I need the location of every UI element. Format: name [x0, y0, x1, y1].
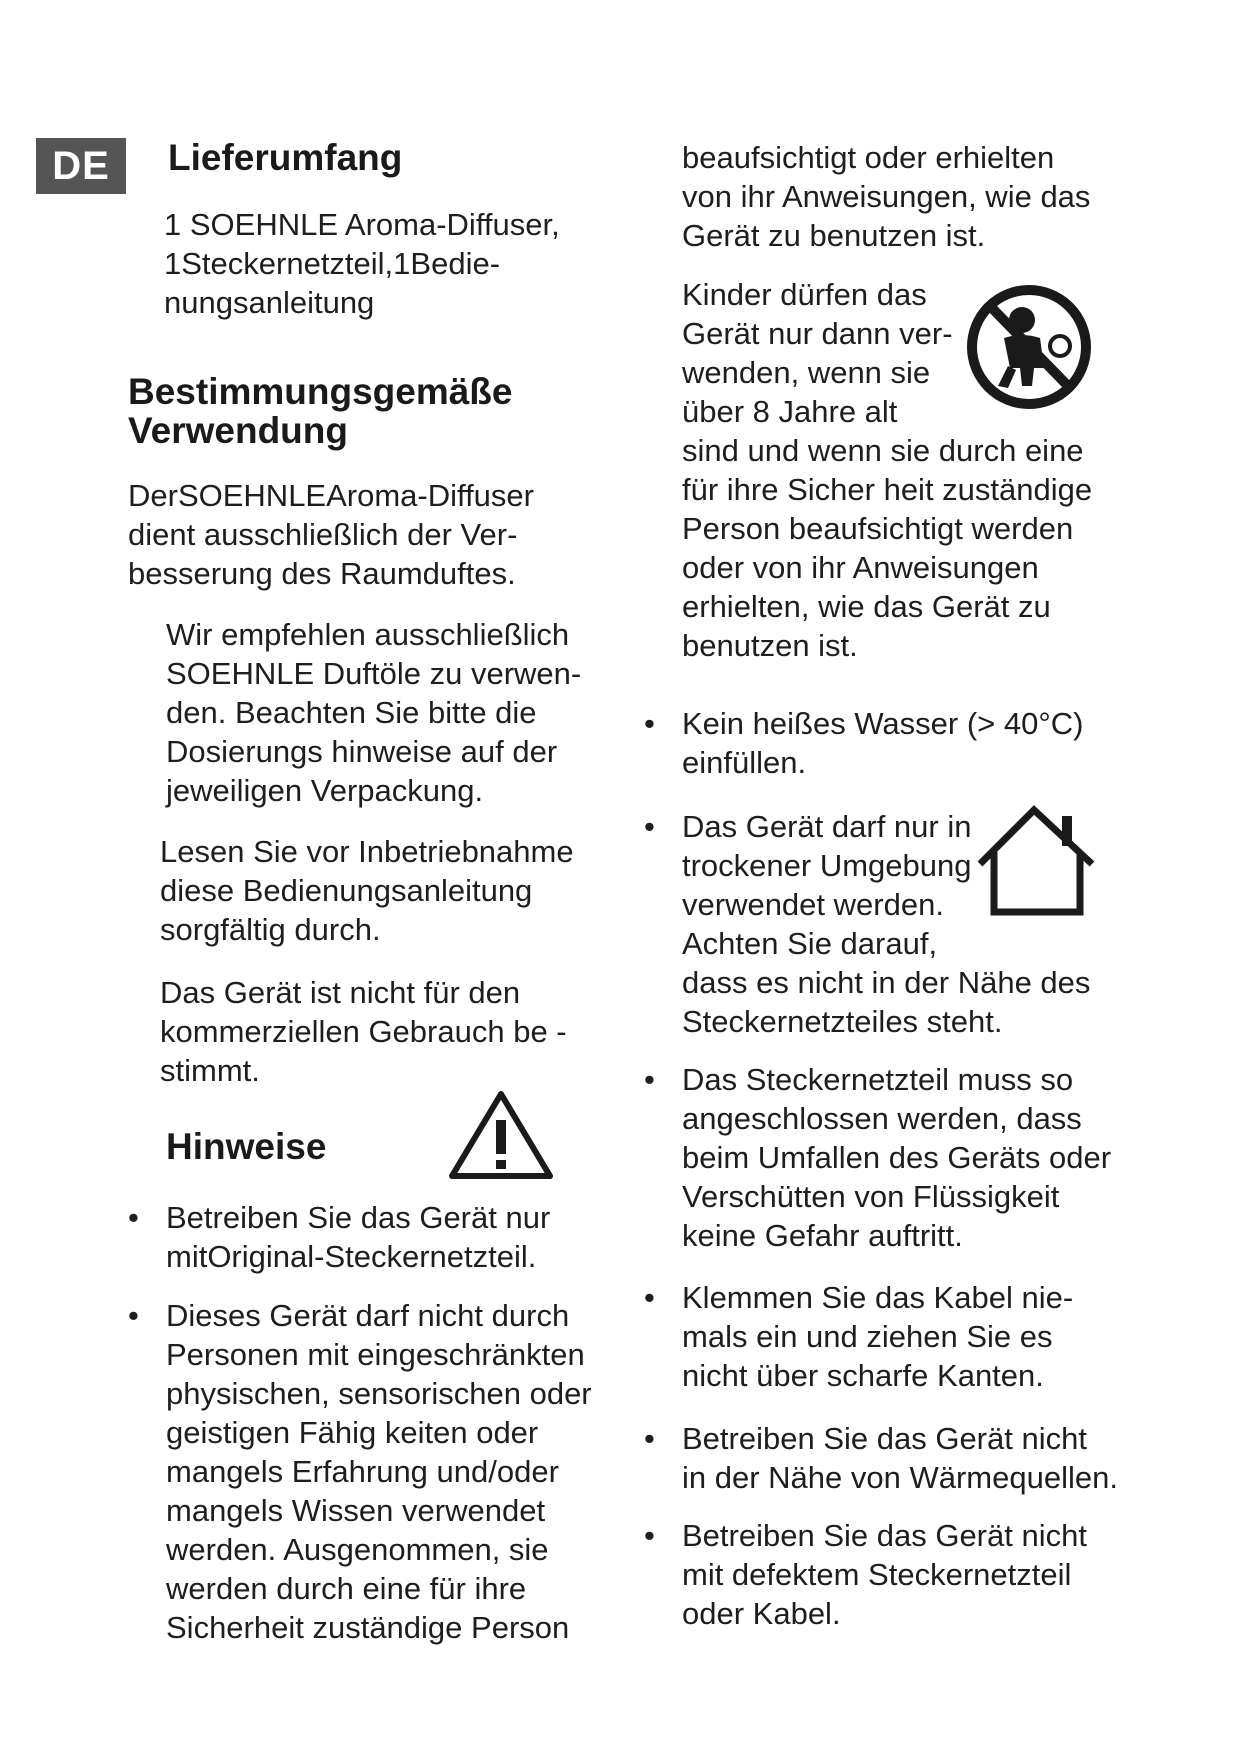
note-power-supply-connection: Das Steckernetzteil muss so angeschlossen werden, dass beim Umfallen des Geräts oder Verschütten von Flüssigkeit keine Gefahr auftritt. — [682, 1062, 1112, 1253]
children-text-intro: Kinder dürfen das Gerät nur dann ver- wenden, wenn sie über 8 Jahre alt — [682, 277, 953, 429]
bullet-marker: • — [128, 1200, 139, 1235]
no-children-icon — [964, 282, 1094, 412]
bullet-marker: • — [644, 809, 655, 844]
continued-text: beaufsichtigt oder erhielten von ihr Anweisungen, wie das Gerät zu benutzen ist. — [682, 140, 1091, 253]
note-dry-environment-rest: dass es nicht in der Nähe des Steckernetzteiles steht. — [682, 965, 1091, 1039]
bullet-marker: • — [644, 1062, 655, 1097]
warning-triangle-icon — [446, 1088, 556, 1182]
bullet-marker: • — [644, 706, 655, 741]
note-heat-sources: Betreiben Sie das Gerät nicht in der Nähe von Wärmequellen. — [682, 1421, 1118, 1495]
bullet-marker: • — [644, 1280, 655, 1315]
notes-heading: Hinweise — [166, 1126, 327, 1167]
intended-use-paragraph-3: Lesen Sie vor Inbetriebnahme diese Bedienungsanleitung sorgfältig durch. — [160, 834, 574, 947]
bullet-marker: • — [644, 1518, 655, 1553]
intended-use-heading: Bestimmungsgemäße Verwendung — [128, 371, 513, 451]
note-defective-device: Betreiben Sie das Gerät nicht mit defektem Steckernetzteil oder Kabel. — [682, 1518, 1087, 1631]
intended-use-paragraph-4: Das Gerät ist nicht für den kommerziellen Gebrauch be - stimmt. — [160, 975, 567, 1088]
bullet-marker: • — [644, 1421, 655, 1456]
bullet-marker: • — [128, 1298, 139, 1333]
note-no-hot-water: Kein heißes Wasser (> 40°C) einfüllen. — [682, 706, 1084, 780]
indoor-house-icon — [972, 802, 1102, 920]
children-text-rest: sind und wenn sie durch eine für ihre Sicher heit zuständige Person beaufsichtigt werden oder von ihr Anweisungen erhielten, wie das Gerät zu benutzen ist. — [682, 433, 1093, 663]
note-original-power-supply: Betreiben Sie das Gerät nur mitOriginal-Steckernetzteil. — [166, 1200, 551, 1274]
scope-heading: Lieferumfang — [168, 137, 403, 178]
note-cable-handling: Klemmen Sie das Kabel nie- mals ein und ziehen Sie es nicht über scharfe Kanten. — [682, 1280, 1074, 1393]
scope-text: 1 SOEHNLE Aroma-Diffuser, 1Steckernetzteil,1Bedie- nungsanleitung — [164, 207, 560, 320]
note-restricted-persons: Dieses Gerät darf nicht durch Personen mit eingeschränkten physischen, sensorischen oder geistigen Fähig keiten oder mangels Erfahrung und/oder mangels Wissen verwendet werden. Ausgenommen, sie werden durch eine für ihre Sicherheit zuständige Person — [166, 1298, 592, 1645]
intended-use-paragraph-1: DerSOEHNLEAroma-Diffuser dient ausschließlich der Ver- besserung des Raumduftes. — [128, 478, 534, 591]
intended-use-paragraph-2: Wir empfehlen ausschließlich SOEHNLE Duftöle zu verwen- den. Beachten Sie bitte die Dosierungs hinweise auf der jeweiligen Verpackung. — [166, 617, 582, 808]
note-dry-environment: Das Gerät darf nur in trockener Umgebung verwendet werden. Achten Sie darauf, — [682, 809, 972, 961]
language-badge: DE — [36, 138, 126, 194]
